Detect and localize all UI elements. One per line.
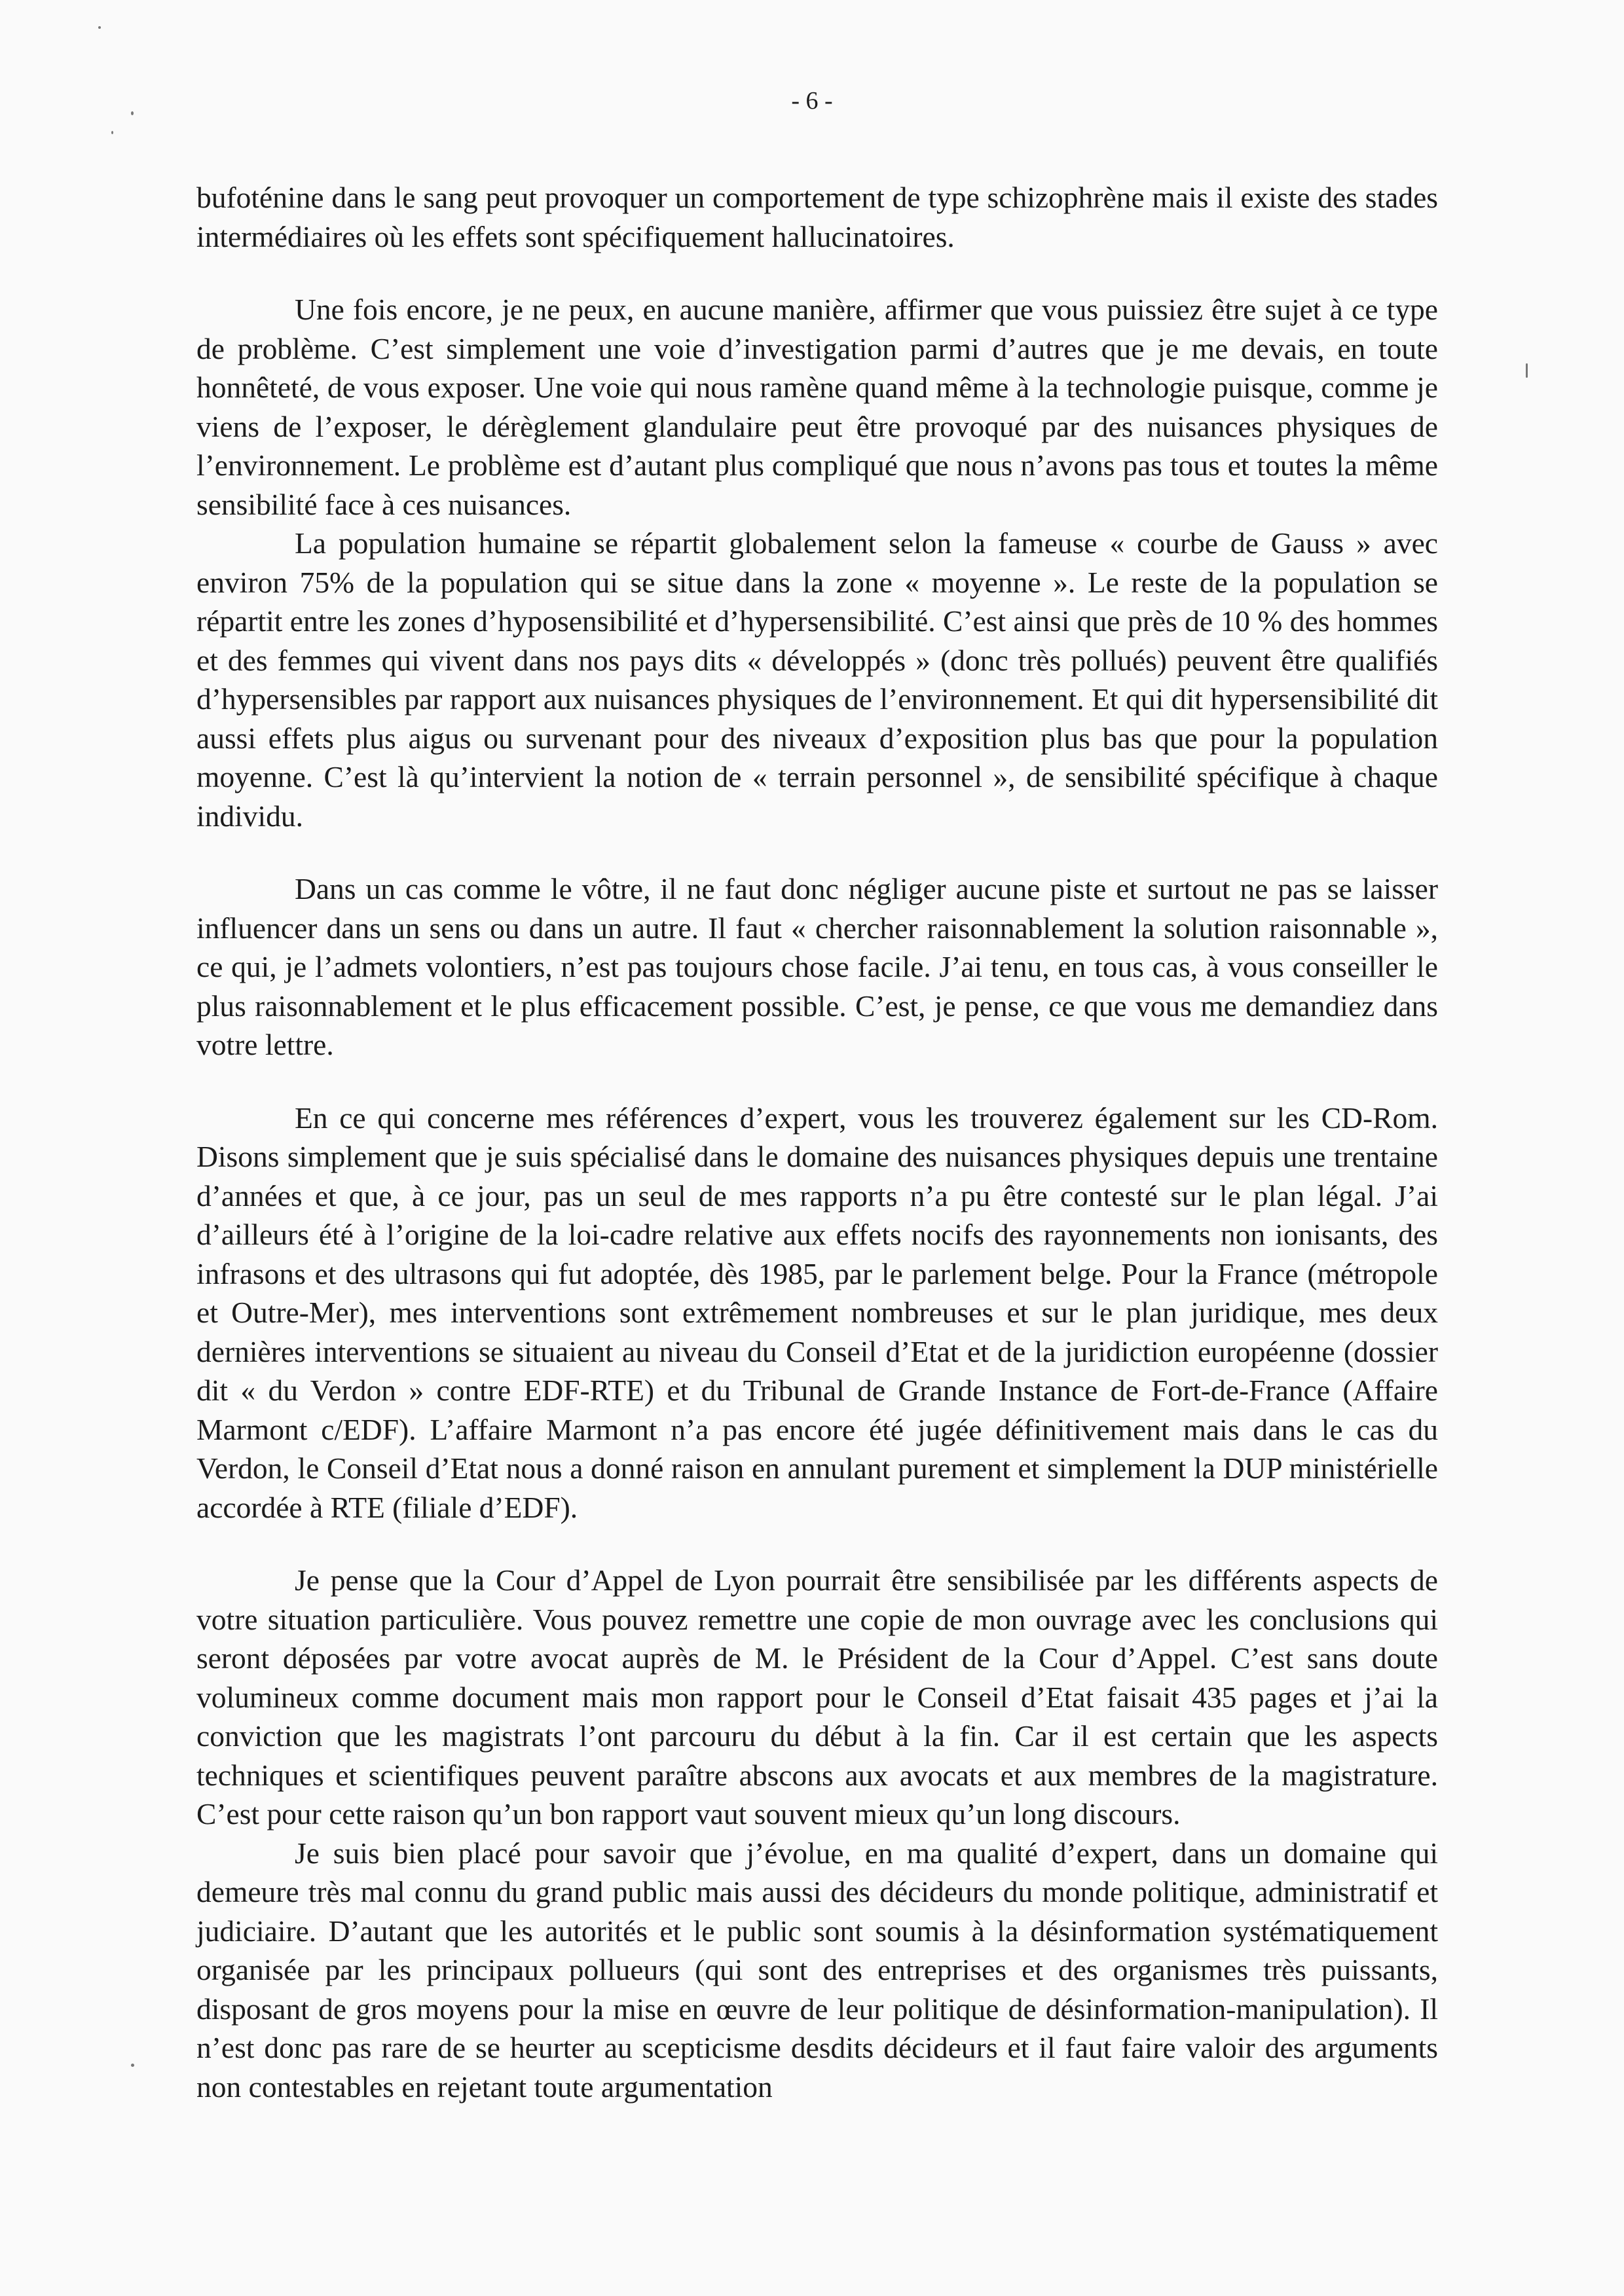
scan-speck	[131, 2064, 134, 2067]
paragraph-3: La population humaine se répartit globalement selon la fameuse « courbe de Gauss » avec environ 75% de la population qui se situe dans la zone « moyenne ». Le reste de la population se répartit entre les zones d’hyposensibilité et d’hypersensibilité. C’est ainsi que près de 10 % des hommes et des femmes qui vivent dans nos pays dits « développés » (donc très pollués) peuvent être qualifiés d’hypersensibles par rapport aux nuisances physiques de l’environnement. Et qui dit hypersensibilité dit aussi effets plus aigus ou survenant pour des niveaux d’exposition plus bas que pour la population moyenne. C’est là qu’intervient la notion de « terrain personnel », de sensibilité spécifique à chaque individu.	[196, 526, 1438, 833]
scan-speck	[111, 131, 113, 134]
page-number: - 6 -	[791, 87, 833, 115]
paragraph-2: Une fois encore, je ne peux, en aucune manière, affirmer que vous puissiez être sujet à ce type de problème. C’est simplement une voie d’investigation parmi d’autres que je me devais, en toute honnêteté, de vous exposer. Une voie qui nous ramène quand même à la technologie puisque, comme je viens de l’exposer, le dérèglement glandulaire peut être provoqué par des nuisances physiques de l’environnement. Le problème est d’autant plus compliqué que nous n’avons pas tous et toutes la même sensibilité face à ces nuisances.	[196, 293, 1438, 521]
paragraph-7: Je suis bien placé pour savoir que j’évolue, en ma qualité d’expert, dans un domaine qui demeure très mal connu du grand public mais aussi des décideurs du monde politique, administratif et judiciaire. D’autant que les autorités et le public sont soumis à la désinformation systématiquement organisée par les principaux pollueurs (qui sont des entreprises et des organismes très puissants, disposant de gros moyens pour la mise en œuvre de leur politique de désinformation-manipulation). Il n’est donc pas rare de se heurter au scepticisme desdits décideurs et il faut faire valoir des arguments non contestables en rejetant toute argumentation	[196, 1836, 1438, 2104]
scan-speck	[98, 26, 101, 29]
paragraph-6: Je pense que la Cour d’Appel de Lyon pourrait être sensibilisée par les différents aspects de votre situation particulière. Vous pouvez remettre une copie de mon ouvrage avec les conclusions qui seront déposées par votre avocat auprès de M. le Président de la Cour d’Appel. C’est sans doute volumineux comme document mais mon rapport pour le Conseil d’Etat faisait 435 pages et j’ai la conviction que les magistrats l’ont parcouru du début à la fin. Car il est certain que les aspects techniques et scientifiques peuvent paraître abscons aux avocats et aux membres de la magistrature. C’est pour cette raison qu’un bon rapport vaut souvent mieux qu’un long discours.	[196, 1563, 1438, 1831]
paragraph-5: En ce qui concerne mes références d’expert, vous les trouverez également sur les CD-Rom. Disons simplement que je suis spécialisé dans le domaine des nuisances physiques depuis une trentaine d’années et que, à ce jour, pas un seul de mes rapports n’a pu être contesté sur le plan légal. J’ai d’ailleurs été à l’origine de la loi-cadre relative aux effets nocifs des rayonnements non ionisants, des infrasons et des ultrasons qui fut adoptée, dès 1985, par le parlement belge. Pour la France (métropole et Outre-Mer), mes interventions sont extrêmement nombreuses et sur le plan juridique, mes deux dernières interventions se situaient au niveau du Conseil d’Etat et de la juridiction européenne (dossier dit « du Verdon » contre EDF-RTE) et du Tribunal de Grande Instance de Fort-de-France (Affaire Marmont c/EDF). L’affaire Marmont n’a pas encore été jugée définitivement mais dans le cas du Verdon, le Conseil d’Etat nous a donné raison en annulant purement et simplement la DUP ministérielle accordée à RTE (filiale d’EDF).	[196, 1101, 1438, 1524]
paragraph-1: bufoténine dans le sang peut provoquer un comportement de type schizophrène mais il existe des stades intermédiaires où les effets sont spécifiquement hallucinatoires.	[196, 181, 1438, 253]
scan-speck	[1526, 363, 1528, 378]
paragraph-4: Dans un cas comme le vôtre, il ne faut donc négliger aucune piste et surtout ne pas se laisser influencer dans un sens ou dans un autre. Il faut « chercher raisonnablement la solution raisonnable », ce qui, je l’admets volontiers, n’est pas toujours chose facile. J’ai tenu, en tous cas, à vous conseiller le plus raisonnablement et le plus efficacement possible. C’est, je pense, ce que vous me demandiez dans votre lettre.	[196, 872, 1438, 1061]
scan-speck	[131, 111, 134, 115]
letter-body	[196, 178, 1438, 2106]
